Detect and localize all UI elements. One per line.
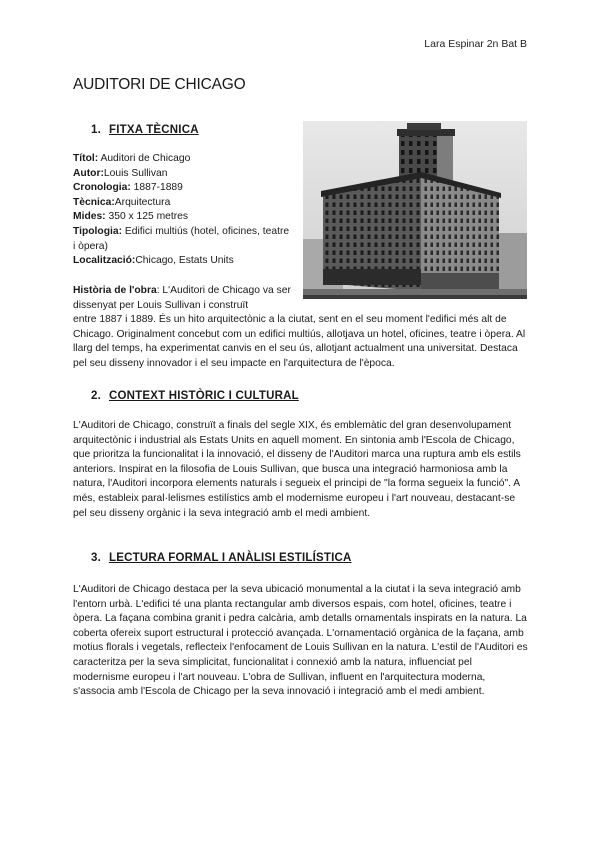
fitxa-value: Auditori de Chicago [98, 153, 191, 164]
fitxa-label: Autor: [73, 167, 104, 179]
fitxa-value: Louis Sullivan [103, 167, 168, 179]
section-title: CONTEXT HISTÒRIC I CULTURAL [109, 390, 299, 402]
lectura-text: L'Auditori de Chicago destaca per la seva ubicació monumental a la ciutat i la seva integració amb l'entorn urbà. L'edifici té una planta rectangular amb diversos espais, com hotel, oficines, teatre i òpera. La façana combina granit i pedra calcària, amb detalls ornamentals inspirats en la natura. La coberta ofereix suport estructural i protecció avançada. L'ornamentació orgànica de la façana, amb motius florals i vegetals, reflecteix l'enfocament de Louis Sullivan en la natura. L'estil de l'Auditori es caracteritza per la seva simplicitat, funcionalitat i connexió amb la natura, influenciat pel modernisme europeu i l'art nouveau. L'obra de Sullivan, influent en l'arquitectura moderna, s'associa amb l'Escola de Chicago per la seva innovació i integració amb el medi ambient. [73, 584, 528, 698]
fitxa-label: Títol: [73, 153, 99, 164]
section-heading-fitxa [91, 124, 199, 136]
fitxa-row-tecnica [73, 196, 293, 211]
section-heading-context [91, 390, 299, 402]
fitxa-value: Edifici multiús (hotel, oficines, teatre i òpera) [73, 225, 290, 252]
auditorium-building-photo [303, 121, 527, 299]
document-title: AUDITORI DE CHICAGO [73, 76, 246, 93]
section-number: 1. [91, 124, 101, 136]
section-heading-lectura [91, 552, 352, 564]
historia-paragraph-rest [73, 313, 529, 371]
section-title: LECTURA FORMAL I ANÀLISI ESTILÍSTICA [109, 552, 352, 564]
fitxa-value: Chicago, Estats Units [135, 255, 234, 267]
lectura-paragraph [73, 583, 529, 700]
fitxa-label: Tècnica: [73, 196, 115, 208]
fitxa-label: Tipologia: [73, 225, 123, 237]
fitxa-tecnica [73, 152, 293, 269]
section-number: 3. [91, 552, 101, 564]
fitxa-row-titol [73, 152, 293, 167]
fitxa-value: 350 x 125 metres [105, 211, 189, 223]
historia-text: entre 1887 i 1889. És un hito arquitectònic a la ciutat, sent en el seu moment l'edifici més alt de Chicago. Originalment concebut com un edifici multiús, allotjava un hotel, oficines, teatre i òpera. Al llarg del temps, ha experimentat canvis en el seu ús, allotjant actualment una universitat. Destaca pel seu disseny innovador i el seu impacte en l'arquitectura de l'època. [73, 314, 526, 369]
fitxa-value: 1887-1889 [130, 182, 183, 194]
fitxa-row-localitzacio [73, 254, 293, 269]
fitxa-row-tipologia [73, 225, 293, 254]
context-text: L'Auditori de Chicago, construït a finals del segle XIX, és emblemàtic del gran desenvolupament arquitectònic i industrial als Estats Units en aquell moment. En sintonia amb l'Escola de Chicago, que prioritza la funcionalitat i la innovació, el disseny de l'Auditori marca una ruptura amb els estils anteriors. Inspirat en la filosofia de Louis Sullivan, que busca una integració harmoniosa amb la natura, l'Auditori incorpora elements naturals i segueix el principi de "la forma segueix la funció". A més, estableix paral·lelismes estilístics amb el modernisme europeu i l'art nouveau, destacant-se pel seu disseny orgànic i la seva integració amb el medi ambient. [73, 420, 521, 519]
fitxa-row-autor [73, 167, 293, 182]
author-line: Lara Espinar 2n Bat B [424, 38, 527, 50]
fitxa-value: Arquitectura [114, 196, 171, 208]
fitxa-row-cronologia [73, 181, 293, 196]
historia-label: Història de l'obra [73, 285, 157, 296]
context-paragraph [73, 419, 529, 521]
fitxa-label: Cronologia: [73, 182, 131, 194]
fitxa-label: Mides: [73, 211, 106, 223]
section-title: FITXA TÈCNICA [109, 124, 199, 136]
fitxa-label: Localització: [73, 255, 136, 267]
historia-paragraph-start [73, 284, 295, 313]
section-number: 2. [91, 390, 101, 402]
historia-intro-text: : L'Auditori de Chicago va ser dissenyat per Louis Sullivan i construït [73, 285, 291, 311]
fitxa-row-mides [73, 210, 293, 225]
